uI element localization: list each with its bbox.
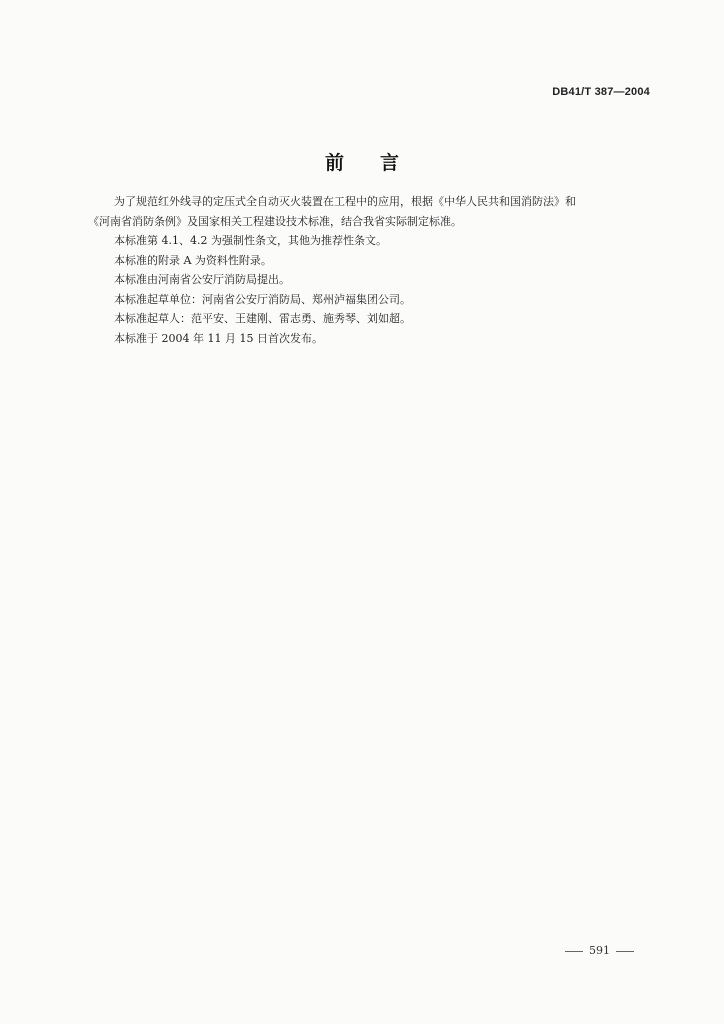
paragraph-1-line-1: 为了规范红外线寻的定压式全自动灭火装置在工程中的应用，根据《中华人民共和国消防法》和: [114, 195, 576, 208]
page-number-dash-right: [616, 951, 634, 952]
paragraph-5: 本标准起草单位：河南省公安厅消防局、郑州泸福集团公司。: [114, 292, 411, 306]
paragraph-4: 本标准由河南省公安厅消防局提出。: [114, 273, 290, 286]
foreword-body: [88, 192, 662, 348]
paragraph-1-line-2: 《河南省消防条例》及国家相关工程建设技术标准，结合我省实际制定标准。: [88, 214, 462, 228]
page-number-value: 591: [589, 944, 610, 957]
standard-number: DB41/T 387—2004: [552, 86, 650, 98]
page-number: [559, 944, 640, 957]
section-title: 前言: [324, 152, 435, 174]
paragraph-7: 本标准于 2004 年 11 月 15 日首次发布。: [114, 331, 323, 345]
paragraph-3: 本标准的附录 A 为资料性附录。: [114, 253, 272, 267]
paragraph-6: 本标准起草人：范平安、王建刚、雷志勇、施秀琴、刘如超。: [114, 312, 411, 325]
page-number-dash-left: [565, 951, 583, 952]
paragraph-2: 本标准第 4.1、4.2 为强制性条文，其他为推荐性条文。: [114, 234, 387, 247]
